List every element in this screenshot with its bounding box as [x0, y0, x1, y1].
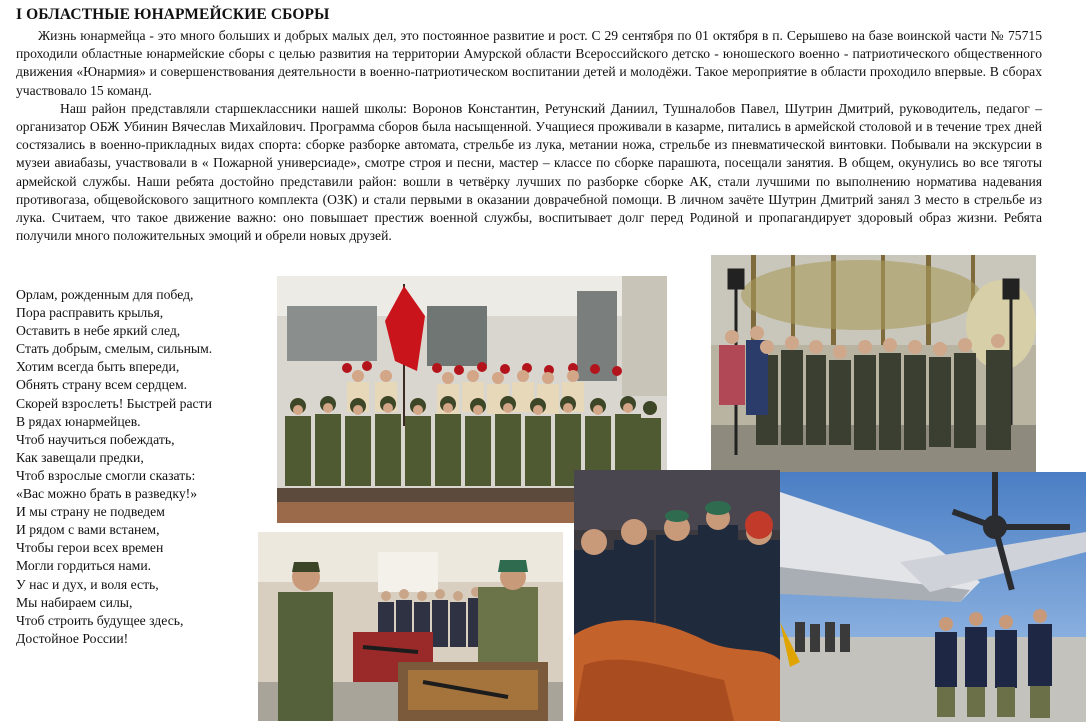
poem [16, 286, 266, 648]
poem-line: «Вас можно брать в разведку!» [16, 486, 198, 502]
poem-line: Чтоб взрослые смогли сказать: [16, 467, 196, 483]
poem-line: Стать добрым, смелым, сильным. [16, 341, 213, 357]
poem-line: И мы страну не подведем [16, 504, 165, 520]
poem-line: Обнять страну всем сердцем. [16, 377, 188, 393]
poem-line: Мы набираем силы, [16, 594, 133, 610]
park-photo [711, 255, 1036, 472]
poem-line: Могли гордиться нами. [16, 558, 152, 574]
poem-line: Хотим всегда быть впереди, [16, 359, 180, 375]
poem-line: Оставить в небе яркий след, [16, 323, 181, 339]
article-paragraph-2: Наш район представляли старшеклассники нашей школы: Воронов Константин, Ретунский Даниил, Тушналобов Павел, Шутрин Дмитрий, руководитель, педагог – организатор ОБЖ Убинин Вячеслав Михайлович. Программа сборов была насыщенной. Учащиеся проживали в казарме, питались в армейской столовой и в течение трех дней состязались в военно-прикладных видах спорта: сборке разборке автомата, стрельбе из лука, метании ножа, стрельбе из пневматической винтовки. Побывали на экскурсии в музеи авиабазы, участвовали в « Пожарной универсиаде», смотре строя и песни, мастер – классе по сборке парашюта, посещали занятия. В общем, окунулись во все тяготы армейской службы. Наши ребята достойно представили район: вошли в четвёрку лучших по разборке сборке АК, стали лучшими по выполнению норматива надевания противогаза, общевойскового защитного комплекта (ОЗК) и стали первыми в оказании доврачебной помощи. В личном зачёте Шутрин Дмитрий занял 3 место в стрельбе из лука. Считаем, что такое движение важно: оно повышает престиж военной службы, воспитывает долг перед Родиной и пропагандирует здоровый образ жизни. Ребята получили много положительных эмоций и обрели новых друзей. [16, 100, 1042, 244]
poem-line: У нас и дух, и воля есть, [16, 576, 159, 592]
article-body [16, 27, 1042, 245]
poem-line: И рядом с вами встанем, [16, 522, 160, 538]
poem-line: Скорей взрослеть! Быстрей расти [16, 395, 212, 411]
cadets-photo [574, 470, 780, 721]
article-paragraph-1: Жизнь юнармейца - это много больших и добрых малых дел, это постоянное развитие и рост. С 29 сентября по 01 октября в п. Серышево на базе воинской части № 75715 проходили областные юнармейские сборы с целью развития на территории Амурской области Всероссийского детско - юношеского военно - патриотического общественного движения «Юнармия» и совершенствования деятельности в военно-патриотическом воспитании детей и молодёжи. Такое мероприятие в области проходило впервые. В сборах участвовало 15 команд. [16, 28, 1042, 98]
poem-line: В рядах юнармейцев. [16, 413, 141, 429]
airplane-photo [780, 472, 1086, 722]
poem-line: Как завещали предки, [16, 449, 144, 465]
poem-line: Достойное России! [16, 630, 129, 646]
classroom-photo [258, 532, 563, 721]
poem-line: Орлам, рожденным для побед, [16, 287, 194, 302]
poem-line: Чтоб научиться побеждать, [16, 431, 175, 447]
article-heading: I ОБЛАСТНЫЕ ЮНАРМЕЙСКИЕ СБОРЫ [16, 6, 330, 23]
poem-line: Пора расправить крылья, [16, 305, 164, 321]
poem-line: Чтобы герои всех времен [16, 540, 164, 556]
poem-line: Чтоб строить будущее здесь, [16, 612, 184, 628]
